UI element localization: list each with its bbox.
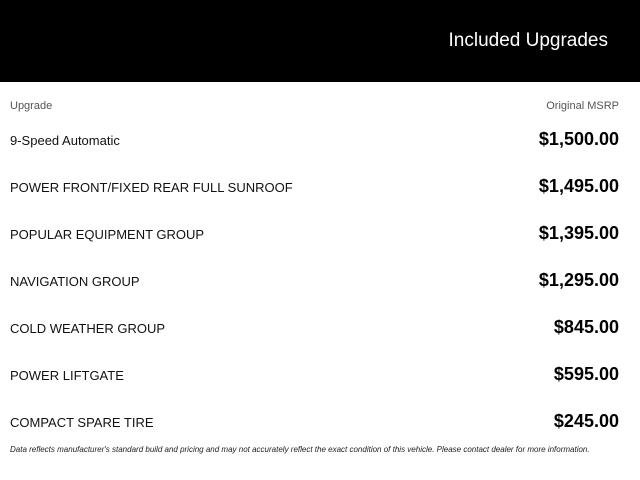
header-bar: [0, 0, 640, 82]
upgrade-price: $1,495.00: [538, 176, 619, 196]
table-row: [0, 350, 640, 397]
table-row: [0, 303, 640, 350]
upgrade-name: 9-Speed Automatic: [10, 133, 120, 148]
column-header-msrp: Original MSRP: [546, 100, 619, 112]
upgrade-name: POWER LIFTGATE: [10, 368, 124, 383]
upgrades-list: [0, 115, 640, 444]
table-row: [0, 397, 640, 444]
disclaimer-text: Data reflects manufacturer's standard build and pricing and may not accurately reflect the exact condition of this vehicle. Please contact dealer for more information.: [10, 445, 590, 454]
upgrade-price: $1,500.00: [538, 129, 619, 149]
upgrade-price: $1,295.00: [538, 270, 619, 290]
upgrade-name: POWER FRONT/FIXED REAR FULL SUNROOF: [10, 180, 293, 195]
upgrade-name: COLD WEATHER GROUP: [10, 321, 166, 336]
upgrade-price: $1,395.00: [538, 223, 619, 243]
upgrade-name: POPULAR EQUIPMENT GROUP: [10, 227, 205, 242]
table-row: [0, 115, 640, 162]
upgrade-name: NAVIGATION GROUP: [10, 274, 140, 289]
page-title: Included Upgrades: [448, 30, 608, 51]
upgrade-price: $845.00: [553, 317, 619, 337]
table-row: [0, 162, 640, 209]
upgrade-price: $595.00: [553, 364, 619, 384]
column-header-upgrade: Upgrade: [10, 100, 53, 112]
upgrade-name: COMPACT SPARE TIRE: [10, 415, 154, 430]
table-row: [0, 256, 640, 303]
upgrade-price: $245.00: [553, 411, 619, 431]
table-row: [0, 209, 640, 256]
